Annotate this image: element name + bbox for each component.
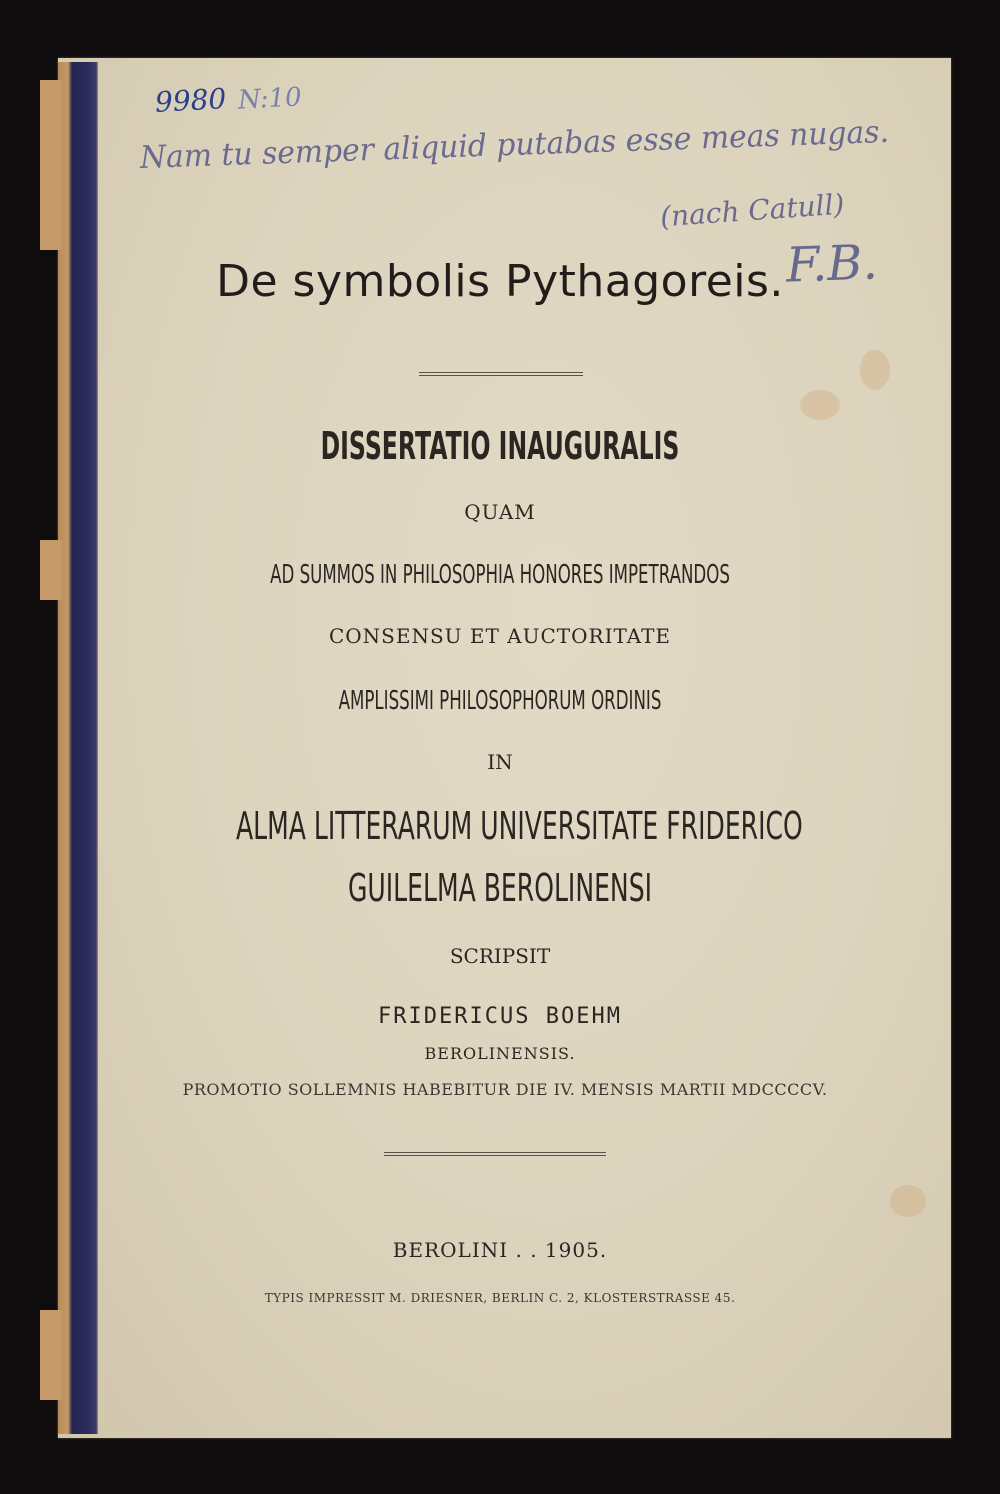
handwritten-quote: Nam tu semper aliquid putabas esse meas nugas. [139,113,890,176]
line-consensu: CONSENSU ET AUCTORITATE [328,624,672,648]
university-line-1-text: ALMA LITTERARUM UNIVERSITATE FRIDERICO [236,804,803,848]
line-in: IN [487,750,513,774]
imprint-place-date: BEROLINI . . 1905. [392,1238,608,1262]
handwritten-quote-source: (nach Catull) [659,187,846,234]
torn-spine-edge [40,80,62,250]
promotion-date-line: PROMOTIO SOLLEMNIS HABEBITUR DIE IV. MENSIS MARTII MDCCCCV. [182,1080,828,1099]
dissertation-heading [100,424,900,468]
author-origin: BEROLINENSIS. [424,1044,576,1063]
imprint-divider [384,1152,606,1156]
title-divider [419,372,583,376]
line-ad-summos-text: AD SUMMOS IN PHILOSOPHIA HONORES IMPETRANDOS [270,560,730,590]
university-line-1 [100,804,900,848]
torn-spine-edge [40,1310,62,1400]
imprint-printer: TYPIS IMPRESSIT M. DRIESNER, BERLIN C. 2, KLOSTERSTRASSE 45. [264,1291,736,1305]
line-amplissimi-text: AMPLISSIMI PHILOSOPHORUM ORDINIS [338,686,662,716]
paper-stain [860,350,890,390]
book-spine [58,62,98,1434]
line-scripsit: SCRIPSIT [449,944,551,968]
dissertation-heading-text: DISSERTATIO INAUGURALIS [320,424,680,468]
university-line-2 [100,866,900,910]
page-title: De symbolis Pythagoreis. [216,256,784,307]
university-line-2-text: GUILELMA BEROLINENSI [347,866,653,910]
torn-spine-edge [40,540,62,600]
line-ad-summos [100,560,900,590]
paper-stain [890,1185,926,1217]
handwritten-shelfmark-number: 9980 [154,82,228,119]
line-amplissimi [100,686,900,716]
paper-stain [800,390,840,420]
author-name: FRIDERICUS BOEHM [378,1004,622,1029]
handwritten-initials: F.B. [785,234,879,294]
handwritten-shelfmark-suffix: N:10 [237,82,303,116]
line-quam: QUAM [464,500,536,524]
